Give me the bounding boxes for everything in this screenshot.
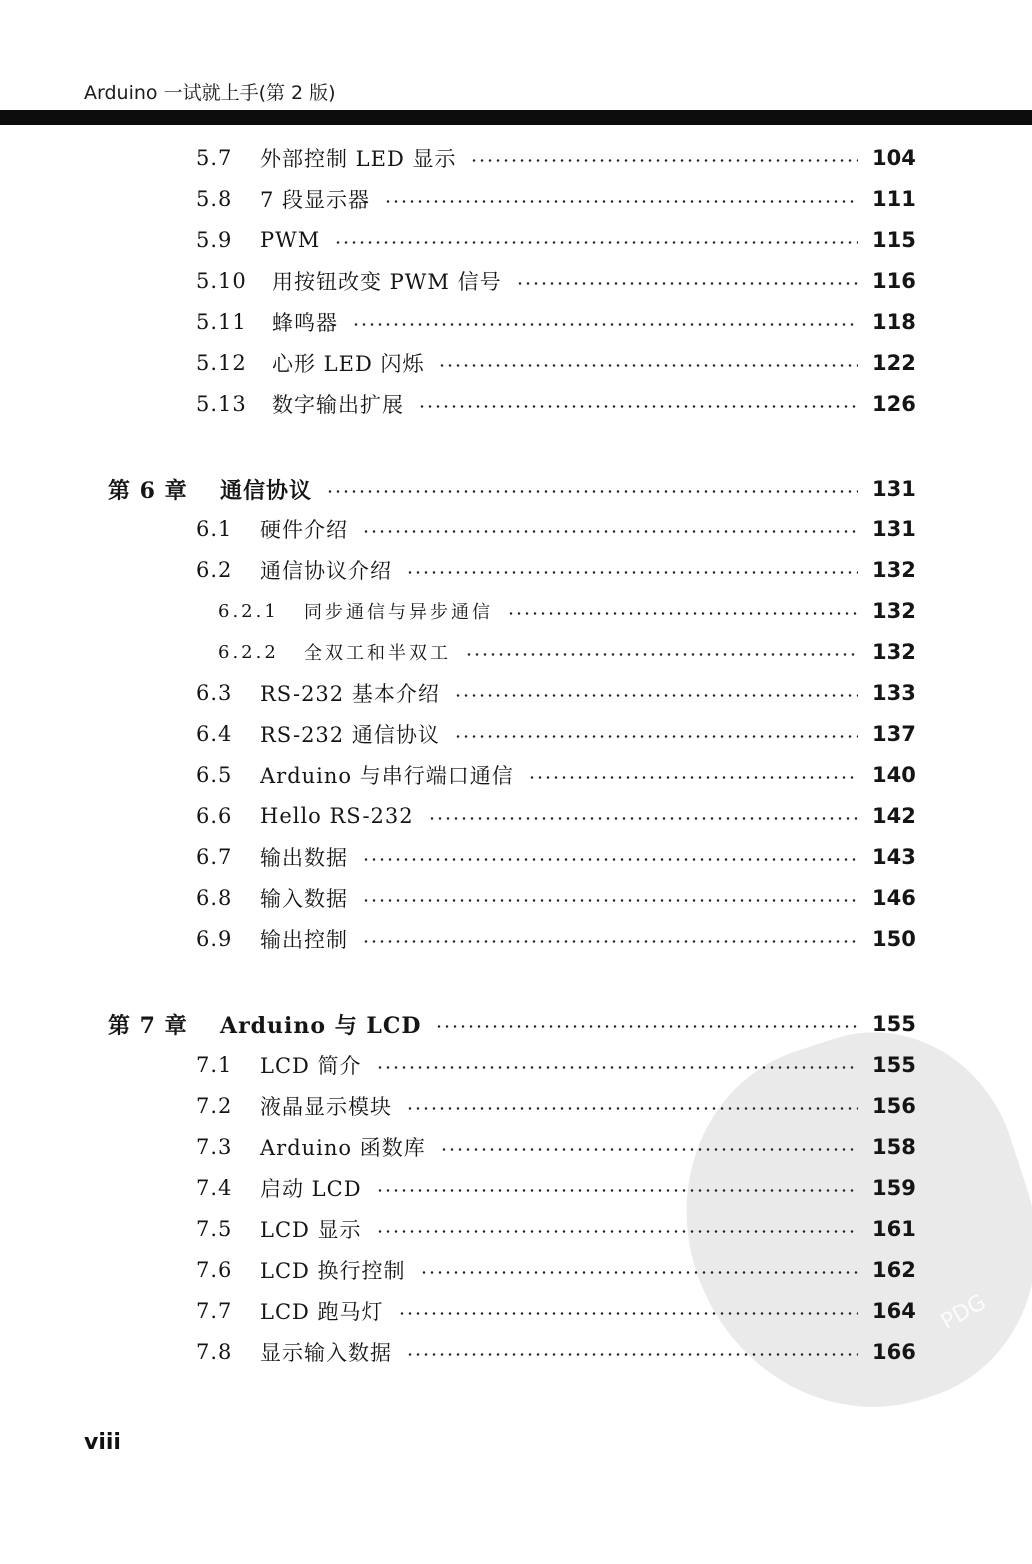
toc-entry-title: 7 段显示器 bbox=[260, 188, 371, 212]
toc-entry bbox=[0, 1007, 1032, 1041]
dot-leader bbox=[406, 571, 858, 574]
dot-leader bbox=[470, 159, 858, 162]
toc-entry-number: 5.12 bbox=[196, 351, 247, 375]
toc-entry-number: 6.7 bbox=[196, 845, 233, 869]
toc-entry-page: 161 bbox=[872, 1217, 916, 1241]
toc-entry-page: 133 bbox=[872, 681, 916, 705]
toc-entry-title: 硬件介绍 bbox=[260, 518, 348, 542]
toc-entry-number: 6.2 bbox=[196, 558, 233, 582]
toc-entry-page: 162 bbox=[872, 1258, 916, 1282]
toc-entry-title: 通信协议介绍 bbox=[260, 559, 392, 583]
toc-entry-number: 7.7 bbox=[196, 1299, 233, 1323]
toc-entry-title: 输入数据 bbox=[260, 887, 348, 911]
toc-entry-page: 116 bbox=[872, 269, 916, 293]
toc-entry bbox=[0, 1171, 1032, 1205]
toc-entry-page: 131 bbox=[872, 477, 916, 501]
toc-entry-number: 6.4 bbox=[196, 722, 233, 746]
toc-entry-page: 156 bbox=[872, 1094, 916, 1118]
toc-entry-title: 输出数据 bbox=[260, 846, 348, 870]
toc-entry-page: 155 bbox=[872, 1053, 916, 1077]
toc-entry-number: 7.2 bbox=[196, 1094, 233, 1118]
toc-entry-title: RS-232 基本介绍 bbox=[260, 682, 440, 706]
toc-entry-title: Arduino 与 LCD bbox=[220, 1012, 422, 1039]
toc-entry-number: 5.10 bbox=[196, 269, 247, 293]
dot-leader bbox=[454, 735, 858, 738]
toc-entry bbox=[0, 472, 1032, 506]
dot-leader bbox=[376, 1230, 858, 1233]
toc-entry bbox=[0, 758, 1032, 792]
toc-entry-title: RS-232 通信协议 bbox=[260, 723, 440, 747]
dot-leader bbox=[528, 776, 858, 779]
toc-entry-page: 104 bbox=[872, 146, 916, 170]
toc-entry-number: 第 7 章 bbox=[108, 1012, 188, 1039]
toc-entry bbox=[0, 1253, 1032, 1287]
toc-entry-page: 118 bbox=[872, 310, 916, 334]
toc-entry-title: 通信协议 bbox=[220, 477, 313, 504]
toc-entry-title: LCD 显示 bbox=[260, 1218, 362, 1242]
toc-entry-title: LCD 跑马灯 bbox=[260, 1300, 384, 1324]
toc-entry-page: 155 bbox=[872, 1012, 916, 1036]
toc-entry bbox=[0, 1089, 1032, 1123]
toc-entry bbox=[0, 635, 1032, 669]
toc-entry bbox=[0, 141, 1032, 175]
toc-entry-number: 5.7 bbox=[196, 146, 233, 170]
toc-entry-page: 122 bbox=[872, 351, 916, 375]
toc-entry bbox=[0, 1294, 1032, 1328]
toc-entry-title: Arduino 与串行端口通信 bbox=[260, 764, 514, 788]
dot-leader bbox=[438, 364, 858, 367]
toc-entry-title: 输出控制 bbox=[260, 928, 348, 952]
toc-entry-number: 6.1 bbox=[196, 517, 233, 541]
toc-entry bbox=[0, 387, 1032, 421]
dot-leader bbox=[435, 1025, 858, 1028]
toc-entry-title: 全双工和半双工 bbox=[304, 643, 451, 664]
toc-entry bbox=[0, 223, 1032, 257]
toc-entry-page: 146 bbox=[872, 886, 916, 910]
toc-entry-title: 数字输出扩展 bbox=[272, 393, 404, 417]
toc-entry-number: 7.5 bbox=[196, 1217, 233, 1241]
toc-entry-title: 蜂鸣器 bbox=[272, 311, 338, 335]
toc-entry-title: 外部控制 LED 显示 bbox=[260, 147, 457, 171]
dot-leader bbox=[440, 1148, 858, 1151]
page-number: viii bbox=[84, 1430, 121, 1455]
toc-entry-page: 137 bbox=[872, 722, 916, 746]
toc-entry-number: 7.6 bbox=[196, 1258, 233, 1282]
toc-entry-title: Hello RS-232 bbox=[260, 804, 414, 828]
toc-entry-number: 7.4 bbox=[196, 1176, 233, 1200]
toc-entry-title: LCD 简介 bbox=[260, 1054, 362, 1078]
toc-entry bbox=[0, 512, 1032, 546]
dot-leader bbox=[362, 940, 858, 943]
toc-entry bbox=[0, 1130, 1032, 1164]
dot-leader bbox=[362, 858, 858, 861]
toc-entry bbox=[0, 594, 1032, 628]
toc-entry-title: 用按钮改变 PWM 信号 bbox=[272, 270, 502, 294]
toc-entry-page: 115 bbox=[872, 228, 916, 252]
dot-leader bbox=[384, 200, 858, 203]
toc-entry-number: 6.2.2 bbox=[218, 641, 279, 663]
dot-leader bbox=[516, 282, 858, 285]
toc-entry-number: 5.8 bbox=[196, 187, 233, 211]
toc-entry bbox=[0, 1212, 1032, 1246]
toc-entry bbox=[0, 305, 1032, 339]
toc-entry bbox=[0, 553, 1032, 587]
toc-entry-page: 164 bbox=[872, 1299, 916, 1323]
dot-leader bbox=[406, 1107, 858, 1110]
toc-entry-page: 132 bbox=[872, 599, 916, 623]
toc-entry-title: Arduino 函数库 bbox=[260, 1136, 426, 1160]
toc-entry-page: 140 bbox=[872, 763, 916, 787]
toc-entry-page: 143 bbox=[872, 845, 916, 869]
toc-entry-title: 启动 LCD bbox=[260, 1177, 362, 1201]
toc-entry-title: 心形 LED 闪烁 bbox=[272, 352, 425, 376]
dot-leader bbox=[326, 490, 858, 493]
toc-entry-page: 126 bbox=[872, 392, 916, 416]
dot-leader bbox=[376, 1189, 858, 1192]
watermark-text: PDG bbox=[936, 1289, 991, 1336]
dot-leader bbox=[507, 612, 858, 615]
toc-entry-page: 131 bbox=[872, 517, 916, 541]
toc-entry bbox=[0, 799, 1032, 833]
toc-entry bbox=[0, 676, 1032, 710]
toc-entry bbox=[0, 1048, 1032, 1082]
toc-entry bbox=[0, 182, 1032, 216]
toc-entry bbox=[0, 264, 1032, 298]
toc-entry-number: 7.8 bbox=[196, 1340, 233, 1364]
dot-leader bbox=[376, 1066, 858, 1069]
toc-entry-number: 6.5 bbox=[196, 763, 233, 787]
toc-entry-number: 7.3 bbox=[196, 1135, 233, 1159]
dot-leader bbox=[362, 899, 858, 902]
toc-entry-number: 6.8 bbox=[196, 886, 233, 910]
toc-entry-number: 6.6 bbox=[196, 804, 233, 828]
toc-entry-title: 液晶显示模块 bbox=[260, 1095, 392, 1119]
toc-entry-title: LCD 换行控制 bbox=[260, 1259, 406, 1283]
toc-entry bbox=[0, 881, 1032, 915]
toc-entry bbox=[0, 840, 1032, 874]
toc-entry-title: PWM bbox=[260, 228, 321, 252]
toc-entry bbox=[0, 346, 1032, 380]
toc-entry-number: 第 6 章 bbox=[108, 477, 188, 504]
toc-entry bbox=[0, 1335, 1032, 1369]
toc-entry-number: 5.13 bbox=[196, 392, 247, 416]
toc-entry-number: 5.11 bbox=[196, 310, 247, 334]
toc-entry-page: 132 bbox=[872, 640, 916, 664]
toc-entry-page: 150 bbox=[872, 927, 916, 951]
toc-entry-title: 同步通信与异步通信 bbox=[304, 602, 493, 623]
toc-entry-title: 显示输入数据 bbox=[260, 1341, 392, 1365]
toc-entry-number: 7.1 bbox=[196, 1053, 233, 1077]
toc-entry-page: 111 bbox=[872, 187, 916, 211]
toc-entry bbox=[0, 717, 1032, 751]
dot-leader bbox=[398, 1312, 858, 1315]
dot-leader bbox=[465, 653, 858, 656]
dot-leader bbox=[420, 1271, 858, 1274]
dot-leader bbox=[406, 1353, 858, 1356]
toc-entry-page: 132 bbox=[872, 558, 916, 582]
toc-entry-number: 6.9 bbox=[196, 927, 233, 951]
toc-entry-page: 166 bbox=[872, 1340, 916, 1364]
toc-entry-number: 5.9 bbox=[196, 228, 233, 252]
running-header: Arduino 一试就上手(第 2 版) bbox=[84, 82, 336, 104]
dot-leader bbox=[454, 694, 858, 697]
header-rule bbox=[0, 110, 1032, 125]
dot-leader bbox=[418, 405, 858, 408]
toc-entry bbox=[0, 922, 1032, 956]
toc-entry-page: 142 bbox=[872, 804, 916, 828]
toc-entry-number: 6.2.1 bbox=[218, 600, 279, 622]
toc-entry-number: 6.3 bbox=[196, 681, 233, 705]
dot-leader bbox=[334, 241, 858, 244]
dot-leader bbox=[362, 530, 858, 533]
dot-leader bbox=[428, 817, 858, 820]
toc-entry-page: 158 bbox=[872, 1135, 916, 1159]
dot-leader bbox=[352, 323, 858, 326]
toc-entry-page: 159 bbox=[872, 1176, 916, 1200]
